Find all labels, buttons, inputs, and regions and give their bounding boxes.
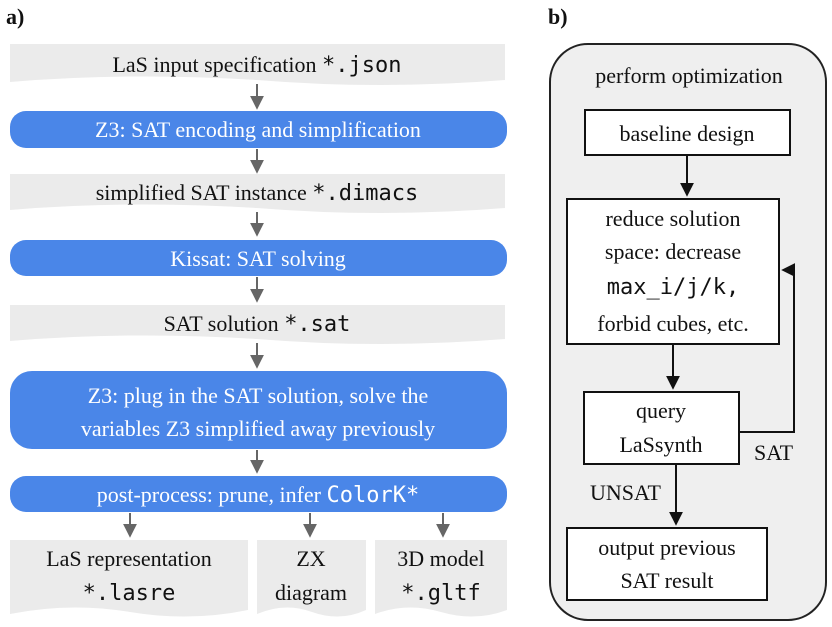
output-label: ZX	[296, 546, 326, 571]
output-label-2: diagram	[274, 580, 348, 605]
box-query-lassynth	[584, 392, 739, 464]
step-text: post-process: prune, infer	[96, 482, 327, 507]
svg-text:simplified SAT instance *.dima	[96, 180, 419, 206]
output-3d-model	[375, 540, 507, 617]
panel-b-label: b)	[548, 4, 568, 29]
step-text-line-2: variables Z3 simplified away previously	[80, 416, 436, 441]
step-las-input-spec	[10, 44, 505, 85]
output-code: *.gltf	[401, 581, 481, 606]
box-baseline-design	[585, 110, 790, 155]
output-label: LaS representation	[46, 546, 212, 571]
step-text-line-1: Z3: plug in the SAT solution, solve the	[87, 383, 429, 408]
output-zx-diagram	[257, 540, 366, 617]
step-sat-solution	[10, 305, 505, 344]
step-code: *.sat	[284, 312, 351, 337]
step-kissat-solving	[10, 240, 507, 276]
step-z3-encoding	[10, 111, 507, 148]
box-text-line-1: output previous	[598, 535, 736, 560]
step-post-process	[10, 476, 507, 512]
output-code: *.lasre	[82, 581, 176, 606]
step-text: simplified SAT instance	[95, 180, 313, 205]
svg-text:post-process: prune, infer Col	[97, 482, 419, 508]
box-reduce-solution-space	[567, 199, 779, 344]
box-text-line-4: forbid cubes, etc.	[597, 311, 749, 336]
edge-label-sat: SAT	[754, 440, 794, 465]
box-text-line-2: SAT result	[620, 568, 714, 593]
step-code: *.json	[322, 53, 402, 78]
box-text-line-1: reduce solution	[605, 206, 741, 231]
step-code: ColorK*	[326, 483, 420, 508]
step-text: Z3: SAT encoding and simplification	[95, 117, 421, 142]
svg-text:SAT solution *.sat	[164, 311, 351, 337]
box-text: baseline design	[619, 121, 755, 146]
edge-label-unsat: UNSAT	[590, 480, 661, 505]
box-output-previous-result	[567, 528, 767, 600]
step-z3-plug-in	[10, 371, 507, 449]
step-code: *.dimacs	[312, 181, 419, 206]
box-code: max_i/j/k,	[606, 275, 740, 300]
panel-a-label: a)	[6, 4, 25, 29]
svg-text:LaS input specification *.json	[112, 52, 401, 78]
output-label: 3D model	[397, 546, 485, 571]
box-text-line-2: LaSsynth	[619, 432, 703, 457]
output-las-representation	[10, 540, 248, 617]
step-text: Kissat: SAT solving	[170, 246, 346, 271]
box-text-line-1: query	[635, 398, 687, 423]
box-text-line-2: space: decrease	[604, 239, 742, 264]
container-title: perform optimization	[595, 63, 783, 88]
step-text: SAT solution	[163, 311, 285, 336]
step-simplified-sat-instance	[10, 174, 505, 213]
step-text: LaS input specification	[112, 52, 323, 77]
